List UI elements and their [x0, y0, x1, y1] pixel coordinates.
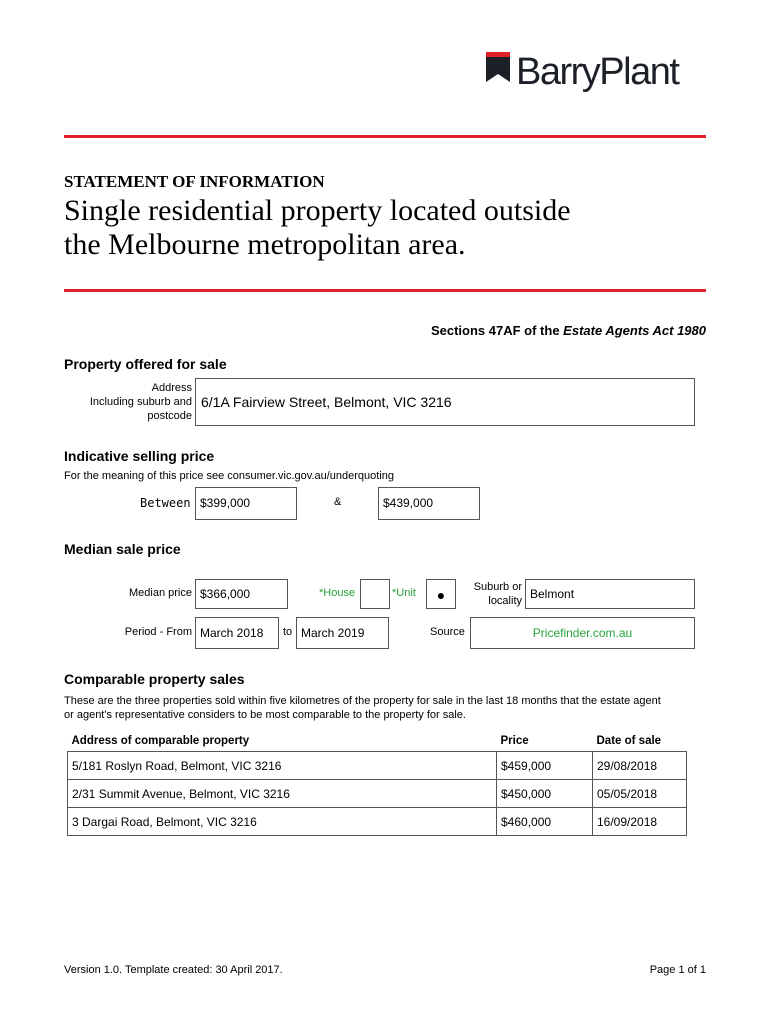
title-line-1: Single residential property located outside: [64, 194, 571, 227]
comparable-date[interactable]: 05/05/2018: [593, 780, 687, 808]
column-header-date: Date of sale: [596, 735, 662, 747]
between-label: Between: [140, 496, 191, 510]
comparable-price[interactable]: $450,000: [497, 780, 593, 808]
document-kicker: STATEMENT OF INFORMATION: [64, 172, 325, 191]
median-heading: Median sale price: [64, 541, 181, 557]
suburb-label-line-1: Suburb or: [473, 581, 522, 593]
house-checkbox[interactable]: [360, 579, 390, 609]
comparable-date[interactable]: 29/08/2018: [593, 752, 687, 780]
comparable-price[interactable]: $459,000: [497, 752, 593, 780]
brand-flag-icon: [486, 52, 510, 82]
table-header-row: [68, 731, 687, 752]
address-label-line-2: Including suburb and: [89, 396, 192, 408]
comparables-table: [67, 731, 687, 836]
address-field[interactable]: 6/1A Fairview Street, Belmont, VIC 3216: [195, 378, 695, 426]
brand-logo: BarryPlant: [516, 51, 679, 93]
comparable-address[interactable]: 2/31 Summit Avenue, Belmont, VIC 3216: [68, 780, 497, 808]
price-high-field[interactable]: $439,000: [378, 487, 480, 520]
source-label: Source: [430, 626, 465, 638]
address-label-line-3: postcode: [147, 410, 192, 422]
sections-reference: [431, 323, 706, 338]
ampersand-label: &: [334, 496, 342, 508]
sections-act: Estate Agents Act 1980: [563, 323, 706, 338]
title-line-2: the Melbourne metropolitan area.: [64, 228, 466, 261]
table-row: [68, 780, 687, 808]
median-price-label: Median price: [129, 587, 192, 599]
property-heading: Property offered for sale: [64, 356, 227, 372]
comparable-address[interactable]: 5/181 Roslyn Road, Belmont, VIC 3216: [68, 752, 497, 780]
address-label: [64, 381, 192, 423]
comparables-intro: [64, 694, 714, 722]
suburb-label-line-2: locality: [488, 595, 522, 607]
unit-label: *Unit: [392, 587, 416, 599]
period-from-field[interactable]: March 2018: [195, 617, 279, 649]
top-divider: [64, 135, 706, 138]
indicative-note: For the meaning of this price see consumer.vic.gov.au/underquoting: [64, 470, 394, 482]
title-divider: [64, 289, 706, 292]
address-label-line-1: Address: [151, 382, 192, 394]
table-row: [68, 808, 687, 836]
period-from-label: Period - From: [124, 626, 192, 638]
column-header-price: Price: [500, 735, 529, 747]
comparable-price[interactable]: $460,000: [497, 808, 593, 836]
comparable-address[interactable]: 3 Dargai Road, Belmont, VIC 3216: [68, 808, 497, 836]
comparables-intro-line-2: or agent's representative considers to be most comparable to the property for sale.: [64, 709, 466, 721]
unit-checkbox[interactable]: ●: [426, 579, 456, 609]
suburb-label: [462, 580, 522, 608]
period-to-field[interactable]: March 2019: [296, 617, 389, 649]
indicative-heading: Indicative selling price: [64, 448, 215, 464]
comparables-heading: Comparable property sales: [64, 671, 245, 687]
document-title: [64, 194, 704, 262]
median-price-field[interactable]: $366,000: [195, 579, 288, 609]
comparables-intro-line-1: These are the three properties sold within five kilometres of the property for sale in the last 18 months that the estate agent: [64, 695, 661, 707]
period-to-label: to: [283, 626, 293, 638]
footer-version: Version 1.0. Template created: 30 April 2017.: [64, 964, 283, 976]
house-label: *House: [319, 587, 356, 599]
price-low-field[interactable]: $399,000: [195, 487, 297, 520]
comparable-date[interactable]: 16/09/2018: [593, 808, 687, 836]
column-header-address: Address of comparable property: [71, 735, 250, 747]
footer-page-number: Page 1 of 1: [649, 964, 706, 976]
table-row: [68, 752, 687, 780]
source-field[interactable]: Pricefinder.com.au: [470, 617, 695, 649]
suburb-field[interactable]: Belmont: [525, 579, 695, 609]
sections-prefix: Sections 47AF of the: [430, 323, 564, 338]
